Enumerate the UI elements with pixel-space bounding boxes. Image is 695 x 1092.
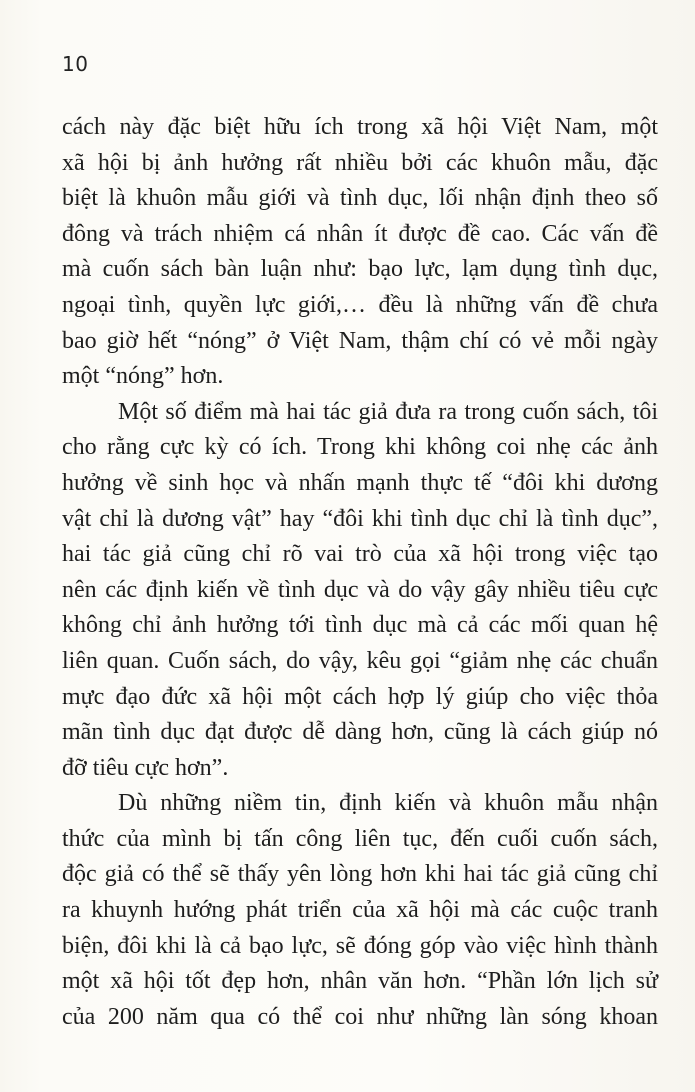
text-line: ngoại tình, quyền lực giới,… đều là những vấn đề chưa (62, 291, 658, 318)
text-line: Dù những niềm tin, định kiến và khuôn mẫu nhận (118, 790, 658, 817)
text-line: một “nóng” hơn. (62, 363, 224, 390)
text-line: của 200 năm qua có thể coi như những làn sóng khoan (62, 1003, 658, 1030)
text-line: Một số điểm mà hai tác giả đưa ra trong cuốn sách, tôi (118, 398, 658, 425)
text-line: một xã hội tốt đẹp hơn, nhân văn hơn. “Phần lớn lịch sử (62, 968, 658, 995)
text-line: không chỉ ảnh hưởng tới tình dục mà cả các mối quan hệ (62, 612, 658, 639)
text-line: vật chỉ là dương vật” hay “đôi khi tình dục chỉ là tình dục”, (62, 505, 658, 532)
text-line: hưởng về sinh học và nhấn mạnh thực tế “đôi khi dương (62, 469, 658, 496)
paragraph (62, 110, 658, 395)
text-line: đông và trách nhiệm cá nhân ít được đề cao. Các vấn đề (62, 220, 658, 247)
text-line: mà cuốn sách bàn luận như: bạo lực, lạm dụng tình dục, (62, 256, 658, 283)
text-line: liên quan. Cuốn sách, do vậy, kêu gọi “giảm nhẹ các chuẩn (62, 647, 658, 674)
text-line: hai tác giả cũng chỉ rõ vai trò của xã hội trong việc tạo (62, 541, 658, 568)
text-line: mực đạo đức xã hội một cách hợp lý giúp cho việc thỏa (62, 683, 658, 710)
body-text (62, 110, 658, 1035)
paragraph (62, 395, 658, 787)
text-line: thức của mình bị tấn công liên tục, đến cuối cuốn sách, (62, 825, 658, 852)
page-number: 10 (62, 52, 89, 76)
text-line: ra khuynh hướng phát triển của xã hội mà các cuộc tranh (62, 897, 658, 924)
text-line: nên các định kiến về tình dục và do vậy gây nhiều tiêu cực (62, 576, 658, 603)
text-line: bao giờ hết “nóng” ở Việt Nam, thậm chí có vẻ mỗi ngày (62, 327, 658, 354)
text-line: độc giả có thể sẽ thấy yên lòng hơn khi hai tác giả cũng chỉ (62, 861, 658, 888)
text-line: biện, đôi khi là cả bạo lực, sẽ đóng góp vào việc hình thành (62, 932, 658, 959)
paragraph (62, 786, 658, 1035)
text-line: đỡ tiêu cực hơn”. (62, 754, 229, 781)
text-line: xã hội bị ảnh hưởng rất nhiều bởi các khuôn mẫu, đặc (62, 149, 658, 176)
text-line: biệt là khuôn mẫu giới và tình dục, lối nhận định theo số (62, 185, 658, 212)
text-line: mãn tình dục đạt được dễ dàng hơn, cũng là cách giúp nó (62, 719, 658, 746)
text-line: cho rằng cực kỳ có ích. Trong khi không coi nhẹ các ảnh (62, 434, 658, 461)
text-line: cách này đặc biệt hữu ích trong xã hội Việt Nam, một (62, 114, 658, 140)
